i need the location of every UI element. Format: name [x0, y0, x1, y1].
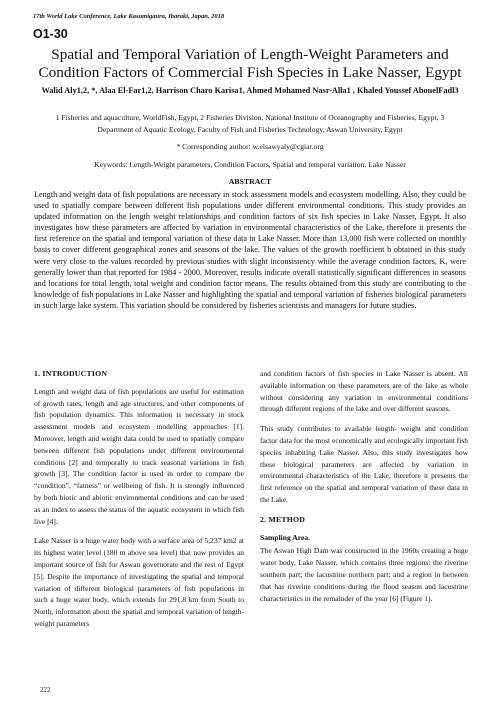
corresponding-author: * Corresponding author: w.elsawyaly@cgiar.org: [176, 142, 324, 151]
intro-paragraph-4: This study contributes to available length- weight and condition factor data for the most economically and ecologically important fish species inhabiting Lake Nasser. Also, this study investigates how these biological parameters are affected by variation in environmental characteristics of the Lake, therefore it presents the first reference on the spatial and temporal variation of these data in the Lake.: [260, 424, 468, 504]
sampling-area-heading: Sampling Area.: [260, 532, 311, 542]
method-paragraph-1: The Aswan High Dam was constructed in the 1960s creating a huge water body, Lake Nasser, which contains three regions: the riverine southern part; the lacustrine northern part; and a region in between that has riverine conditions during the flood season and lacustrine characteristics in the remainder of the year [6] (Figure 1).: [260, 546, 468, 603]
paper-id: O1-30: [33, 27, 68, 41]
author-list: Walid Aly1,2, *, Alaa El-Far1,2, Harrison Charo Karisa1, Ahmed Mohamed Nasr-Alla1 , Khaled Youssef AbouelFadl3: [41, 86, 459, 95]
intro-paragraph-3: and condition factors of fish species in Lake Nasser is absent. All available information on these parameters are of the lake as whole without considering any variation in environmental conditions through different regions of the lake and over different seasons.: [260, 369, 468, 414]
page-number: 222: [40, 686, 51, 694]
intro-paragraph-2: Lake Nasser is a huge water body with a surface area of 5,237 km2 at its highest water level (180 m above sea level) that now provides an important source of fish for Aswan governorate and the rest of Egypt [5]. Despite the importance of investigating the spatial and temporal variation of different biological parameters of fish populations in such a huge water body, which extends for 291.8 km from South to North, information about the spatial and temporal variation of length-weight parameters: [34, 536, 244, 628]
intro-paragraph-1: Length and weight data of fish populations are useful for estimation of growth rates, length and age structures, and other components of fish population dynamics. This information is necessary in stock assessment models and ecosystem modelling approaches [1]. Moreover, length and weight data could be used to spatially compare between different fish populations under different environmental conditions [2] and temporally to track seasonal variations in fish growth [3]. The condition factor is used in order to compare the “condition”, “fatness” or wellbeing of fish. It is strongly influenced by both biotic and abiotic environmental conditions and can be used as an index to assess the status of the aquatic ecosystem in which fish live [4].: [34, 386, 244, 526]
abstract-heading: ABSTRACT: [228, 177, 272, 186]
method-heading: 2. METHOD: [260, 514, 306, 524]
conference-header: 17th World Lake Conference, Lake Kasumigaura, Ibaraki, Japan, 2018: [33, 13, 225, 20]
affiliations: 1 Fisheries and aquaculture, WorldFish, Egypt, 2 Fisheries Division, National Institute of Oceanography and Fisheries, Egypt, 3 Department of Aquatic Ecology, Faculty of Fish and Fisheries Technology, Aswan University, Egypt: [55, 113, 445, 134]
left-column: [34, 368, 244, 638]
introduction-heading: 1. INTRODUCTION: [34, 369, 108, 378]
paper-title: Spatial and Temporal Variation of Length-Weight Parameters and Condition Factors of Commercial Fish Species in Lake Nasser, Egypt: [38, 46, 462, 81]
right-column: [260, 368, 468, 612]
abstract-text: Length and weight data of fish populations are necessary in stock assessment models and ecosystem modelling. Also, they could be used to spatially compare between different fish populations under different environmental conditions. This study provides an updated information on the length weight relationships and condition factors of six fish species in Lake Nasser, Egypt. It also investigates how these parameters are affected by variation in environmental characteristics of the Lake, therefore it presents the first reference on the spatial and temporal variation of these data in Lake Nasser. More than 13,000 fish were collected on monthly basis to cover different geographical zones and seasons of the lake. The values of the growth coefficient b obtained in this study were very close to the values recorded by previous studies with slight inconsistency while the average condition factors, K, were generally lower than that reported for 1984 - 2000. Moreover, results indicate overall statistically significant differences in seasons and locations for total length, total weight and condition factor means. The results obtained from this study are contributing to the knowledge of fish populations in Lake Nasser and highlighting the spatial and temporal variation of fisheries biological parameters in such large lake system. This variation should be considered by fisheries scientists and managers for future studies.: [34, 190, 466, 310]
keywords: Keywords: Length-Weight parameters, Condition Factors, Spatial and temporal variation, Lake Nasser: [94, 160, 406, 169]
